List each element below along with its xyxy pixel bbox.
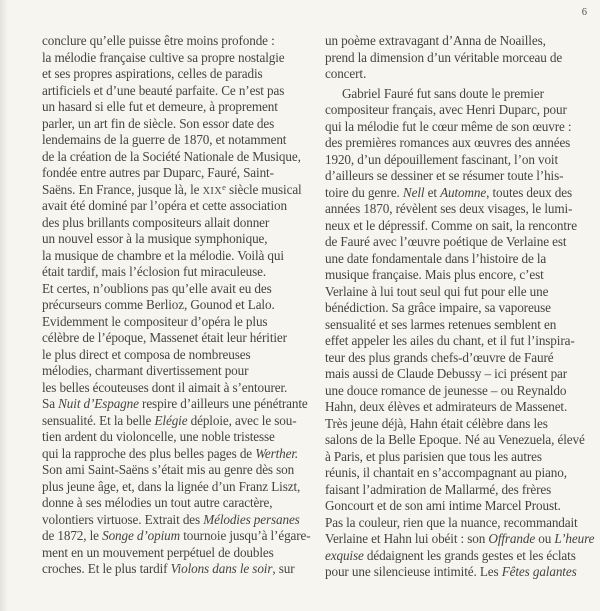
text-line [325,152,600,169]
text-segment: pour une silencieuse intimité. Les [325,564,502,579]
text-segment: parler, un art fin de siècle. Son essor date des [42,115,275,131]
text-segment: teur des plus grands chefs-d’œuvre de Fauré [325,349,554,365]
text-column-left [42,33,327,578]
text-segment: tournoie jusqu’à l’égare- [180,528,311,543]
text-segment: la musique de chambre et la mélodie. Voilà qui [42,247,284,263]
text-line [42,83,327,100]
text-segment: des premières romances aux œuvres des années [325,135,571,150]
text-segment: conclure qu’elle puisse être moins profonde : [42,33,275,48]
text-line [325,531,600,548]
text-line [325,135,600,152]
text-segment: qui la rapproche des plus belles pages de [42,445,256,461]
text-segment: sensualité et ses larmes retenues semblent en [325,316,557,332]
text-segment: salons de la Belle Epoque. Né au Venezuela, élevé [325,432,585,447]
text-segment: à Paris, et plus parisien que tous les autres [325,448,542,464]
text-line [325,234,600,251]
work-title: Songe d’opium [102,528,181,543]
text-segment: , toutes deux des [486,184,572,200]
text-line [325,300,600,317]
work-title: Fêtes galantes [501,564,577,579]
text-line [325,515,600,532]
text-line [42,462,327,479]
work-title: Werther. [255,445,299,461]
text-line [42,198,327,215]
text-segment: avait été dominé par l’opéra et cette association [42,198,287,213]
text-line [42,132,327,149]
text-segment: , sur [272,561,295,576]
text-segment: compositeur français, avec Henri Duparc, pour [325,102,567,117]
text-segment: une douce romance de jeunesse – ou Reynaldo [325,382,567,398]
text-line [42,413,327,430]
text-line [325,548,600,565]
text-segment: un nouvel essor à la musique symphonique, [42,231,268,246]
text-line [325,86,600,103]
text-line [325,66,600,83]
text-line [42,446,327,463]
text-segment: fondée entre autres par Duparc, Fauré, Saint- [42,165,274,180]
text-segment: d’ailleurs se dessiner et se résumer toute l’his- [325,168,564,183]
text-segment: de la création de la Société Nationale de Musique, [42,148,301,164]
text-line [42,363,327,380]
text-segment: Son ami Saint-Saëns s’était mis au genre dès son [42,462,295,477]
text-segment: lendemains de la guerre de 1870, et notamment [42,132,287,147]
text-line [42,281,327,298]
text-line [42,495,327,512]
text-line [42,231,327,248]
text-line [325,267,600,284]
text-column-right [325,33,600,581]
text-segment: musique française. Mais plus encore, c’est [325,267,544,282]
text-line [42,215,327,232]
text-line [325,218,600,235]
text-segment: neux et le dépressif. Comme on sait, la rencontre [325,217,577,233]
text-segment: 1920, d’un dépouillement fascinant, l’on voit [325,151,559,167]
text-segment: croches. Et le plus tardif [42,561,171,576]
text-line [325,251,600,268]
text-segment: prend la dimension d’un véritable morceau de [325,49,563,65]
work-title: Elégie [154,412,188,428]
text-segment: déploie, avec le sou- [187,412,297,428]
text-line [42,33,327,50]
text-line [42,165,327,182]
text-line [42,330,327,347]
text-segment: Et certes, n’oublions pas qu’elle avait eu des [42,280,272,296]
text-line [42,99,327,116]
text-line [325,498,600,515]
text-segment: de 1872, le [42,528,103,543]
text-segment: et ses propres aspirations, celles de paradis [42,66,263,81]
text-line [42,561,327,578]
text-segment: un hasard si elle fut et demeure, à proprement [42,99,278,114]
text-line [325,399,600,416]
text-segment: donne à ses mélodies un tout autre caractère, [42,495,273,510]
text-line [325,449,600,466]
work-title: exquise [325,547,364,563]
text-segment: Verlaine et Hahn lui obéit : son [325,531,489,546]
text-segment: Saëns. En France, jusque là, le [42,181,203,197]
text-segment: artificiels et d’une beauté parfaite. Ce n’est pas [42,82,285,98]
text-line [325,432,600,449]
work-title: L’heure [554,531,595,546]
text-line [42,347,327,364]
text-segment: siècle musical [225,181,302,197]
text-line [325,119,600,136]
text-line [325,350,600,367]
text-segment: était tardif, mais l’éclosion fut miraculeuse. [42,264,267,279]
text-line [42,248,327,265]
text-segment: bénédiction. Sa grâce impaire, sa vaporeuse [325,300,551,315]
text-line [325,416,600,433]
text-line [325,284,600,301]
text-segment: et [424,184,441,200]
text-segment: mais aussi de Claude Debussy – ici présent par [325,366,568,381]
text-line [42,182,327,199]
work-title: Automne [440,184,487,200]
text-segment: réunis, il chantait en s’accompagnant au piano, [325,465,567,480]
text-segment: Sa [42,396,59,411]
text-segment: qui la mélodie fut le cœur même de son œuvre : [325,118,572,134]
text-line [42,264,327,281]
text-segment: XIX [202,185,223,197]
text-segment: Goncourt et de son ami intime Marcel Proust. [325,498,561,513]
text-line [325,317,600,334]
text-segment: dédaignent les grands gestes et les éclats [363,547,576,563]
text-line [325,102,600,119]
text-line [325,168,600,185]
work-title: Offrande [488,531,536,546]
text-line [325,383,600,400]
text-segment: e [222,182,226,192]
text-segment: faisant l’admiration de Mallarmé, des frères [325,481,552,497]
text-segment: Très jeune déjà, Hahn était célèbre dans les [325,415,548,431]
text-segment: le plus direct et composa de nombreuses [42,346,251,362]
text-line [325,33,600,50]
text-segment: une date fondamentale dans l’histoire de la [325,250,547,266]
text-segment: volontiers virtuose. Extrait des [42,511,204,527]
text-line [325,201,600,218]
text-line [42,396,327,413]
page-number: 6 [581,7,587,18]
text-segment: précurseurs comme Berlioz, Gounod et Lalo. [42,297,275,312]
text-line [325,465,600,482]
text-segment: tien ardent du violoncelle, une noble tristesse [42,429,275,444]
text-segment: plus jeune âge, et, dans la lignée d’un Franz Liszt, [42,478,301,494]
text-line [325,366,600,383]
text-segment: toire du genre. [325,184,403,200]
text-line [42,512,327,529]
text-line [42,50,327,67]
text-line [42,116,327,133]
text-line [42,545,327,562]
text-segment: de Fauré avec l’œuvre poétique de Verlaine est [325,234,567,249]
work-title: Nuit d’Espagne [58,396,139,411]
text-segment: un poème extravagant d’Anna de Noailles, [325,33,546,48]
text-line [42,314,327,331]
text-line [325,333,600,350]
text-segment: respire d’ailleurs une pénétrante [138,396,308,411]
text-line [42,66,327,83]
text-line [42,149,327,166]
work-title: Violons dans le soir [170,561,273,576]
text-line [325,185,600,202]
text-line [42,380,327,397]
text-line [42,429,327,446]
text-segment: ment en un mouvement perpétuel de doubles [42,544,274,560]
text-line [42,528,327,545]
text-segment: sensualité. Et la belle [42,412,155,428]
text-segment: Verlaine à lui tout seul qui fut pour elle une [325,283,549,299]
text-segment: concert. [325,66,367,81]
text-line [325,482,600,499]
text-segment: Evidemment le compositeur d’opéra le plus [42,313,268,329]
text-segment: mélodies, charmant divertissement pour [42,363,249,378]
text-segment: effet appeler les ailes du chant, et il fut l’inspira- [325,333,575,348]
text-segment: années 1870, révèlent ses deux visages, le lumi- [325,201,573,216]
text-segment: Gabriel Fauré fut sans doute le premier [342,85,544,101]
text-line [42,479,327,496]
work-title: Nell [402,184,425,200]
text-line [42,297,327,314]
text-segment: célèbre de l’époque, Massenet était leur héritier [42,330,287,345]
text-segment: des plus brillants compositeurs allait donner [42,214,270,230]
text-segment: Pas la couleur, rien que la nuance, recommandait [325,514,578,530]
text-line [325,50,600,67]
text-line [325,564,600,581]
work-title: Mélodies persanes [203,511,300,527]
text-segment: les belles écouteuses dont il aimait à s’entourer. [42,379,288,395]
text-segment: ou [535,531,555,546]
text-segment: la mélodie française cultive sa propre nostalgie [42,49,285,65]
text-segment: Hahn, deux élèves et admirateurs de Massenet. [325,399,568,414]
